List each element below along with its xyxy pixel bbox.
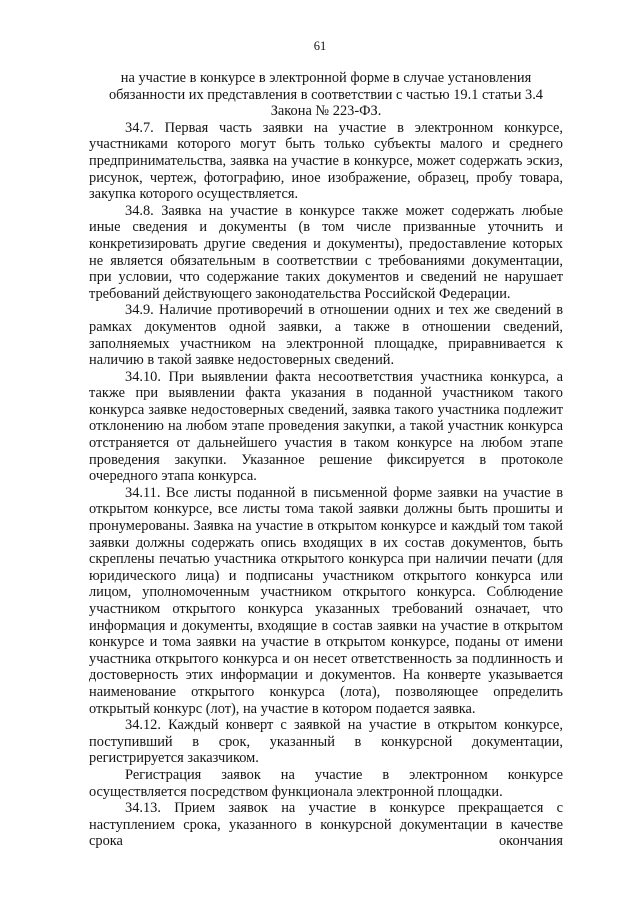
page-number: 61	[313, 39, 327, 53]
paragraph-34-13: 34.13. Прием заявок на участие в конкурсе прекращается с наступлением срока, указанного в конкурсной документации в качестве срока окончания	[89, 800, 563, 850]
paragraph-continuation: на участие в конкурсе в электронной форме в случае установления обязанности их представления в соответствии с частью 19.1 статьи 3.4 Закона № 223-ФЗ.	[108, 70, 543, 120]
paragraph-34-12: 34.12. Каждый конверт с заявкой на участие в открытом конкурсе, поступивший в срок, указанный в конкурсной документации, регистрируется заказчиком.	[89, 717, 563, 767]
paragraph-34-9: 34.9. Наличие противоречий в отношении одних и тех же сведений в рамках документов одной заявки, а также в отношении сведений, заполняемых участником на электронной площадке, приравнивается к наличию в такой заявке недостоверных сведений.	[89, 302, 563, 369]
paragraph-34-10: 34.10. При выявлении факта несоответствия участника конкурса, а также при выявлении факта указания в поданной участником такого конкурса заявке недостоверных сведений, заявка такого участника подлежит отклонению на любом этапе проведения закупки, а такой участник конкурса отстраняется от дальнейшего участия в таком конкурсе на любом этапе проведения закупки. Указанное решение фиксируется в протоколе очередного этапа конкурса.	[89, 368, 563, 485]
paragraph-34-8: 34.8. Заявка на участие в конкурсе также может содержать любые иные сведения и документы (в том числе призванные уточнить и конкретизировать другие сведения и документы), предоставление которых не является обязательным в соответствии с требованиями документации, при условии, что содержание таких документов и сведений не нарушает требований действующего законодательства Российской Федерации.	[89, 202, 563, 302]
paragraph-34-7: 34.7. Первая часть заявки на участие в электронном конкурсе, участниками которого могут быть только субъекты малого и среднего предпринимательства, заявка на участие в конкурсе, может содержать эскиз, рисунок, чертеж, фотографию, иное изображение, образец, пробу товара, закупка которого осуществляется.	[89, 119, 563, 203]
document-body	[89, 70, 563, 850]
paragraph-34-11: 34.11. Все листы поданной в письменной форме заявки на участие в открытом конкурсе, все листы тома такой заявки должны быть прошиты и пронумерованы. Заявка на участие в открытом конкурсе и каждый том такой заявки должны содержать опись входящих в их состав документов, быть скреплены печатью участника открытого конкурса при наличии печати (для юридического лица) и подписаны участником открытого конкурса или лицом, уполномоченным участником открытого конкурса. Соблюдение участником открытого конкурса указанных требований означает, что информация и документы, входящие в состав заявки на участие в открытом конкурсе и тома заявки на участие в открытом конкурсе, поданы от имени участника открытого конкурса и он несет ответственность за подлинность и достоверность этих информации и документов. На конверте указывается наименование открытого конкурса (лота), позволяющее определить открытый конкурс (лот), на участие в котором подается заявка.	[89, 484, 563, 717]
paragraph-registration: Регистрация заявок на участие в электронном конкурсе осуществляется посредством функционала электронной площадки.	[89, 766, 563, 800]
